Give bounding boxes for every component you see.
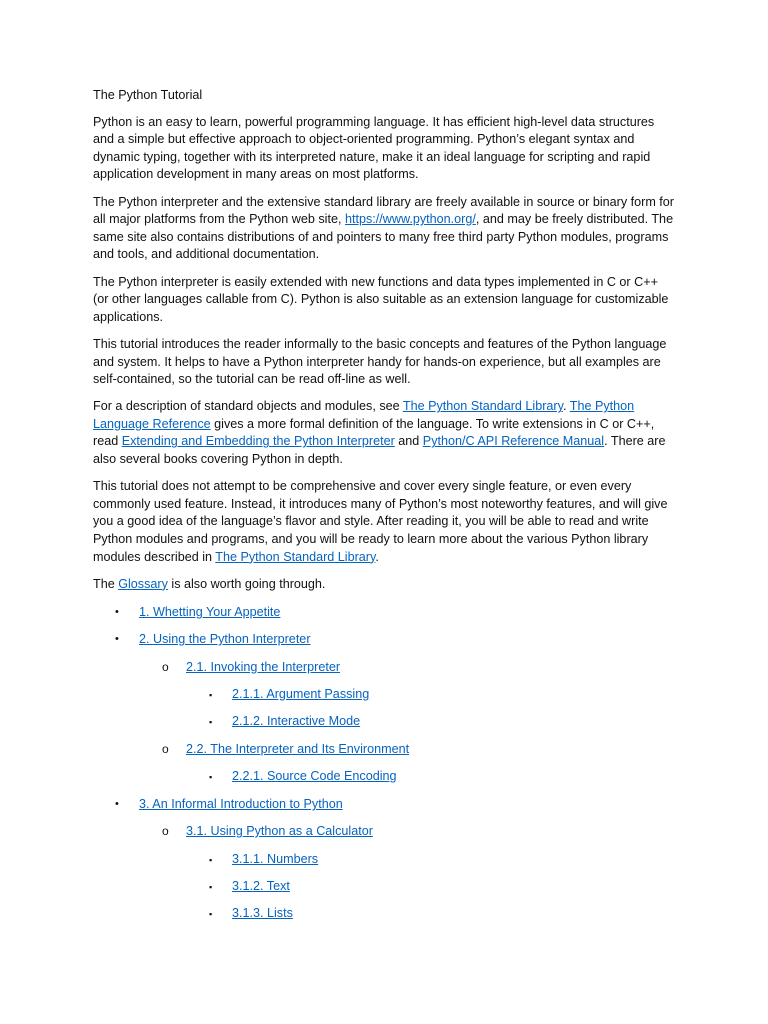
- language-reference-link[interactable]: The Python Language Reference: [93, 399, 635, 431]
- toc-item-3-1: [162, 823, 373, 841]
- availability-text-after: , and may be freely distributed. The same site also contains distributions of and pointers to many free third party Python modules, programs and tools, and additional documentation.: [93, 212, 674, 262]
- extending-embedding-link[interactable]: Extending and Embedding the Python Interpreter: [121, 434, 395, 449]
- toc-link-numbers[interactable]: 3.1.1. Numbers: [232, 852, 319, 866]
- references-text-1: For a description of standard objects and modules, see: [93, 399, 403, 414]
- availability-paragraph: [93, 194, 675, 264]
- circle-bullet-icon: o: [162, 660, 169, 674]
- toc-item-3-1-1: [209, 851, 319, 869]
- toc-item-2-2: [162, 741, 410, 759]
- toc-link-interactive-mode[interactable]: 2.1.2. Interactive Mode: [232, 714, 361, 728]
- toc-item-2-2-1: [209, 768, 397, 786]
- c-api-manual-link[interactable]: Python/C API Reference Manual: [422, 434, 605, 449]
- square-bullet-icon: ▪: [209, 855, 213, 865]
- references-text-4: and: [394, 434, 423, 449]
- glossary-text-after: is also worth going through.: [167, 576, 326, 591]
- toc-link-using-interpreter[interactable]: 2. Using the Python Interpreter: [139, 632, 311, 646]
- bullet-icon: •: [115, 633, 119, 645]
- toc-link-invoking-interpreter[interactable]: 2.1. Invoking the Interpreter: [186, 660, 341, 674]
- circle-bullet-icon: o: [162, 824, 169, 838]
- square-bullet-icon: ▪: [209, 772, 213, 782]
- toc-item-3-1-2: [209, 878, 290, 896]
- bullet-icon: •: [115, 606, 119, 618]
- toc-item-2-1-1: [209, 686, 370, 704]
- toc-item-2-1: [162, 659, 341, 677]
- toc-link-lists[interactable]: 3.1.3. Lists: [232, 906, 293, 920]
- extension-paragraph: The Python interpreter is easily extended with new functions and data types implemented in C or C++ (or other languages callable from C). Python is also suitable as an extension language for customizable applications.: [93, 274, 669, 324]
- square-bullet-icon: ▪: [209, 882, 213, 892]
- document-page: [93, 87, 675, 920]
- standard-library-link-2[interactable]: The Python Standard Library: [215, 549, 376, 564]
- toc-link-python-calculator[interactable]: 3.1. Using Python as a Calculator: [186, 824, 373, 838]
- scope-paragraph: [93, 478, 675, 566]
- tutorial-intro-paragraph: This tutorial introduces the reader informally to the basic concepts and features of the Python language and system. It helps to have a Python interpreter handy for hands-on experience, but all examples are self-contained, so the tutorial can be read off-line as well.: [93, 336, 667, 387]
- scope-text-before: This tutorial does not attempt to be comprehensive and cover every single feature, or even every commonly used feature. Instead, it introduces many of Python’s most noteworthy features, and will give you a good idea of the language’s flavor and style. After reading it, you will be able to read and write Python modules and programs, and you will be ready to learn more about the various Python library modules described in: [93, 479, 668, 564]
- glossary-link[interactable]: Glossary: [118, 576, 168, 591]
- toc-item-2: [115, 631, 311, 649]
- intro-paragraph: Python is an easy to learn, powerful programming language. It has efficient high-level data structures and a simple but effective approach to object-oriented programming. Python’s elegant syntax and dynamic typing, together with its interpreted nature, make it an ideal language for scripting and rapid application development in many areas on most platforms.: [93, 114, 655, 182]
- python-org-link[interactable]: https://www.python.org/: [344, 212, 476, 227]
- toc-link-interpreter-environment[interactable]: 2.2. The Interpreter and Its Environment: [186, 742, 410, 756]
- toc-item-2-1-2: [209, 713, 361, 731]
- toc-link-argument-passing[interactable]: 2.1.1. Argument Passing: [232, 687, 370, 701]
- circle-bullet-icon: o: [162, 742, 169, 756]
- toc-item-3: [115, 796, 343, 814]
- scope-text-after: .: [375, 549, 379, 564]
- availability-text-before: The Python interpreter and the extensive standard library are freely available in source or binary form for all major platforms from the Python web site,: [93, 194, 675, 227]
- page-title: The Python Tutorial: [93, 88, 203, 102]
- square-bullet-icon: ▪: [209, 690, 213, 700]
- references-text-2: .: [562, 399, 570, 414]
- standard-library-link[interactable]: The Python Standard Library: [402, 399, 563, 414]
- square-bullet-icon: ▪: [209, 717, 213, 727]
- toc-link-source-code-encoding[interactable]: 2.2.1. Source Code Encoding: [232, 769, 397, 783]
- toc-item-3-1-3: [209, 905, 293, 923]
- glossary-paragraph: [93, 576, 675, 594]
- glossary-text-before: The: [93, 576, 119, 591]
- references-text-3: gives a more formal definition of the language. To write extensions in C or C++, read: [93, 416, 655, 449]
- toc-item-1: [115, 604, 281, 622]
- toc-link-text[interactable]: 3.1.2. Text: [232, 879, 290, 893]
- toc-link-informal-introduction[interactable]: 3. An Informal Introduction to Python: [139, 797, 343, 811]
- references-paragraph: [93, 398, 675, 468]
- toc-link-whetting-appetite[interactable]: 1. Whetting Your Appetite: [139, 605, 281, 619]
- square-bullet-icon: ▪: [209, 909, 213, 919]
- references-text-5: . There are also several books covering Python in depth.: [93, 434, 666, 467]
- bullet-icon: •: [115, 798, 119, 810]
